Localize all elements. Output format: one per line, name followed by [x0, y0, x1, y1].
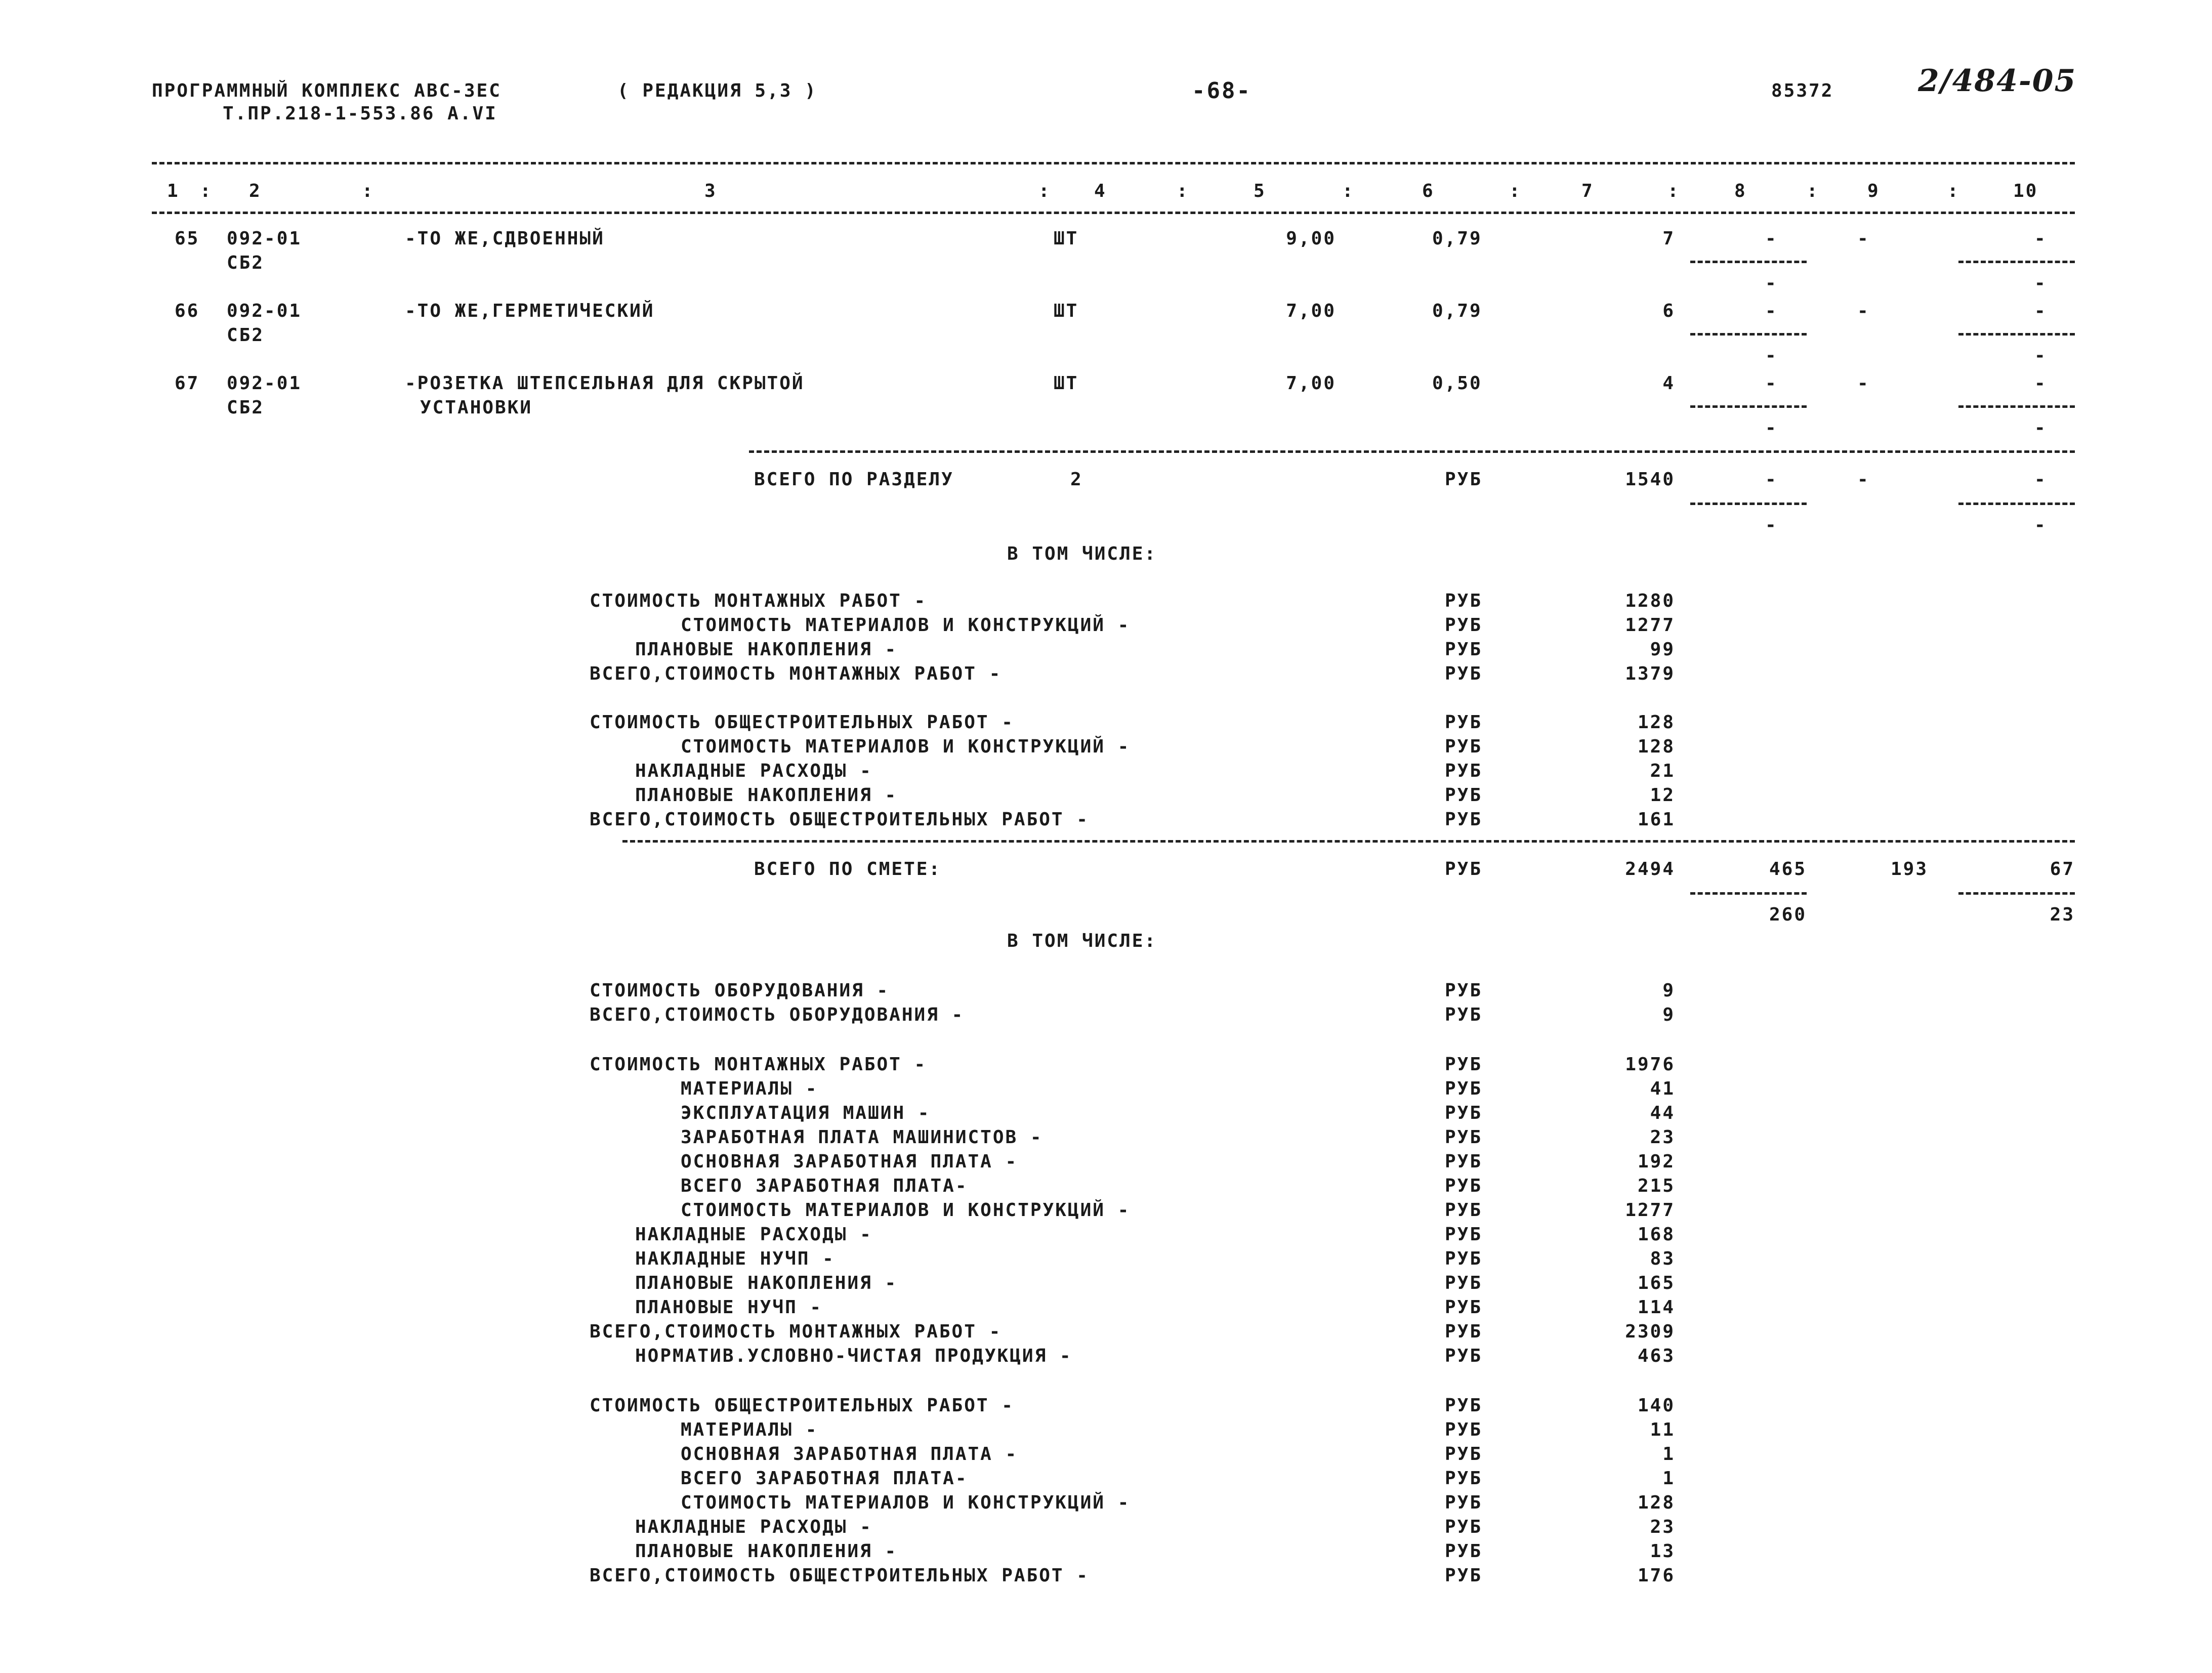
summary-label: ОСНОВНАЯ ЗАРАБОТНАЯ ПЛАТА -	[681, 1151, 1018, 1172]
row-col10: -	[2034, 373, 2047, 394]
row-name: -РОЗЕТКА ШТЕПСЕЛЬНАЯ ДЛЯ СКРЫТОЙ	[405, 373, 805, 394]
row-total: 6	[1662, 301, 1675, 321]
row-unit: ШТ	[1054, 373, 1079, 394]
summary-unit: РУБ	[1445, 1541, 1483, 1562]
including-heading: В ТОМ ЧИСЛЕ:	[1007, 931, 1157, 951]
summary-label: МАТЕРИАЛЫ -	[681, 1078, 818, 1099]
summary-label: НАКЛАДНЫЕ НУЧП -	[635, 1248, 835, 1269]
document-code: 85372	[1771, 80, 1834, 101]
summary-label: СТОИМОСТЬ МАТЕРИАЛОВ И КОНСТРУКЦИЙ -	[681, 736, 1131, 757]
summary-unit: РУБ	[1445, 1224, 1483, 1245]
summary-label: ПЛАНОВЫЕ НАКОПЛЕНИЯ -	[635, 639, 898, 660]
divider	[152, 212, 2075, 214]
summary-value: 2309	[1625, 1321, 1675, 1342]
summary-label: ВСЕГО,СТОИМОСТЬ ОБЩЕСТРОИТЕЛЬНЫХ РАБОТ -	[590, 1565, 1089, 1586]
row-name: -ТО ЖЕ,ГЕРМЕТИЧЕСКИЙ	[405, 301, 655, 321]
summary-label: МАТЕРИАЛЫ -	[681, 1419, 818, 1440]
row-price: 0,50	[1432, 373, 1482, 394]
summary-value: 12	[1650, 785, 1675, 806]
column-header-5: 5	[1254, 181, 1266, 201]
summary-unit: РУБ	[1445, 1517, 1483, 1537]
row-code2: СБ2	[227, 397, 265, 418]
section-total-col8-sub: -	[1765, 515, 1778, 535]
handwritten-number: 2/484-05	[1918, 63, 2077, 99]
summary-label: ПЛАНОВЫЕ НУЧП -	[635, 1297, 823, 1318]
row-col8-sub: -	[1765, 273, 1778, 294]
summary-unit: РУБ	[1445, 1054, 1483, 1075]
summary-label: НОРМАТИВ.УСЛОВНО-ЧИСТАЯ ПРОДУКЦИЯ -	[635, 1346, 1072, 1366]
estimate-total-col8-sub: 260	[1769, 904, 1807, 925]
summary-unit: РУБ	[1445, 1565, 1483, 1586]
summary-unit: РУБ	[1445, 639, 1483, 660]
summary-label: ВСЕГО ЗАРАБОТНАЯ ПЛАТА-	[681, 1468, 968, 1489]
summary-unit: РУБ	[1445, 1492, 1483, 1513]
summary-value: 99	[1650, 639, 1675, 660]
summary-unit: РУБ	[1445, 1395, 1483, 1416]
section-total-label: ВСЕГО ПО РАЗДЕЛУ	[754, 469, 954, 490]
summary-value: 23	[1650, 1517, 1675, 1537]
summary-unit: РУБ	[1445, 712, 1483, 733]
page-number: -68-	[1192, 78, 1251, 104]
summary-value: 161	[1637, 809, 1675, 830]
summary-unit: РУБ	[1445, 1176, 1483, 1196]
summary-label: ЗАРАБОТНАЯ ПЛАТА МАШИНИСТОВ -	[681, 1127, 1043, 1148]
summary-value: 463	[1637, 1346, 1675, 1366]
row-number: 65	[175, 228, 200, 249]
summary-value: 21	[1650, 761, 1675, 781]
summary-unit: РУБ	[1445, 1078, 1483, 1099]
summary-label: ВСЕГО,СТОИМОСТЬ МОНТАЖНЫХ РАБОТ -	[590, 663, 1002, 684]
row-col10-sub: -	[2034, 273, 2047, 294]
summary-value: 1	[1662, 1468, 1675, 1489]
summary-value: 11	[1650, 1419, 1675, 1440]
summary-value: 83	[1650, 1248, 1675, 1269]
row-col8: -	[1765, 228, 1778, 249]
row-code: 092-01	[227, 228, 302, 249]
summary-label: ПЛАНОВЫЕ НАКОПЛЕНИЯ -	[635, 1273, 898, 1293]
summary-value: 192	[1637, 1151, 1675, 1172]
edition-label: ( РЕДАКЦИЯ 5,3 )	[617, 80, 817, 101]
row-price: 0,79	[1432, 228, 1482, 249]
row-code: 092-01	[227, 301, 302, 321]
column-header-3: 3	[704, 181, 717, 201]
row-code2: СБ2	[227, 325, 265, 346]
summary-unit: РУБ	[1445, 1200, 1483, 1221]
summary-value: 1280	[1625, 591, 1675, 611]
summary-unit: РУБ	[1445, 736, 1483, 757]
summary-value: 1	[1662, 1444, 1675, 1465]
row-col10-sub: -	[2034, 417, 2047, 438]
summary-unit: РУБ	[1445, 1297, 1483, 1318]
summary-unit: РУБ	[1445, 809, 1483, 830]
summary-label: ВСЕГО,СТОИМОСТЬ МОНТАЖНЫХ РАБОТ -	[590, 1321, 1002, 1342]
estimate-total-label: ВСЕГО ПО СМЕТЕ:	[754, 859, 942, 880]
column-header-4: 4	[1094, 181, 1107, 201]
section-total-col9: -	[1857, 469, 1870, 490]
estimate-total-col10: 67	[2050, 859, 2075, 880]
row-unit: ШТ	[1054, 301, 1079, 321]
summary-label: СТОИМОСТЬ ОБЩЕСТРОИТЕЛЬНЫХ РАБОТ -	[590, 1395, 1014, 1416]
including-heading: В ТОМ ЧИСЛЕ:	[1007, 543, 1157, 564]
summary-label: СТОИМОСТЬ МАТЕРИАЛОВ И КОНСТРУКЦИЙ -	[681, 615, 1131, 636]
row-total: 7	[1662, 228, 1675, 249]
column-header-2: 2	[249, 181, 262, 201]
summary-label: НАКЛАДНЫЕ РАСХОДЫ -	[635, 1517, 872, 1537]
estimate-total-col10-sub: 23	[2050, 904, 2075, 925]
summary-unit: РУБ	[1445, 1273, 1483, 1293]
row-name-continued: УСТАНОВКИ	[420, 397, 533, 418]
summary-label: НАКЛАДНЫЕ РАСХОДЫ -	[635, 761, 872, 781]
summary-value: 41	[1650, 1078, 1675, 1099]
column-header-6: 6	[1422, 181, 1435, 201]
summary-label: ВСЕГО ЗАРАБОТНАЯ ПЛАТА-	[681, 1176, 968, 1196]
row-col8: -	[1765, 301, 1778, 321]
row-col9: -	[1857, 228, 1870, 249]
section-total-unit: РУБ	[1445, 469, 1483, 490]
summary-unit: РУБ	[1445, 761, 1483, 781]
summary-label: СТОИМОСТЬ ОБЩЕСТРОИТЕЛЬНЫХ РАБОТ -	[590, 712, 1014, 733]
summary-unit: РУБ	[1445, 1103, 1483, 1123]
estimate-total-col8: 465	[1769, 859, 1807, 880]
estimate-total-unit: РУБ	[1445, 859, 1483, 880]
summary-value: 9	[1662, 980, 1675, 1001]
summary-value: 1277	[1625, 1200, 1675, 1221]
row-code2: СБ2	[227, 253, 265, 273]
section-total-col8: -	[1765, 469, 1778, 490]
estimate-total-value: 2494	[1625, 859, 1675, 880]
divider	[622, 840, 2075, 843]
row-quantity: 7,00	[1286, 373, 1336, 394]
summary-value: 215	[1637, 1176, 1675, 1196]
summary-unit: РУБ	[1445, 663, 1483, 684]
summary-unit: РУБ	[1445, 1444, 1483, 1465]
row-col8-sub: -	[1765, 345, 1778, 366]
row-name: -ТО ЖЕ,СДВОЕННЫЙ	[405, 228, 605, 249]
summary-unit: РУБ	[1445, 615, 1483, 636]
summary-label: ВСЕГО,СТОИМОСТЬ ОБОРУДОВАНИЯ -	[590, 1005, 965, 1025]
row-col10: -	[2034, 228, 2047, 249]
row-col8-sub: -	[1765, 417, 1778, 438]
row-col10: -	[2034, 301, 2047, 321]
row-quantity: 7,00	[1286, 301, 1336, 321]
summary-unit: РУБ	[1445, 1321, 1483, 1342]
section-total-value: 1540	[1625, 469, 1675, 490]
column-header-10: 10	[2013, 181, 2038, 201]
row-col9: -	[1857, 301, 1870, 321]
column-header-8: 8	[1734, 181, 1747, 201]
summary-value: 168	[1637, 1224, 1675, 1245]
row-number: 67	[175, 373, 200, 394]
estimate-total-col9: 193	[1890, 859, 1928, 880]
summary-unit: РУБ	[1445, 1468, 1483, 1489]
row-quantity: 9,00	[1286, 228, 1336, 249]
summary-value: 128	[1637, 1492, 1675, 1513]
row-col8: -	[1765, 373, 1778, 394]
summary-unit: РУБ	[1445, 591, 1483, 611]
summary-value: 114	[1637, 1297, 1675, 1318]
summary-value: 44	[1650, 1103, 1675, 1123]
section-total-col10: -	[2034, 469, 2047, 490]
summary-label: ЭКСПЛУАТАЦИЯ МАШИН -	[681, 1103, 931, 1123]
summary-unit: РУБ	[1445, 1248, 1483, 1269]
summary-unit: РУБ	[1445, 1127, 1483, 1148]
summary-value: 165	[1637, 1273, 1675, 1293]
summary-label: ПЛАНОВЫЕ НАКОПЛЕНИЯ -	[635, 785, 898, 806]
summary-label: СТОИМОСТЬ МАТЕРИАЛОВ И КОНСТРУКЦИЙ -	[681, 1200, 1131, 1221]
summary-unit: РУБ	[1445, 1005, 1483, 1025]
summary-label: ВСЕГО,СТОИМОСТЬ ОБЩЕСТРОИТЕЛЬНЫХ РАБОТ -	[590, 809, 1089, 830]
summary-label: НАКЛАДНЫЕ РАСХОДЫ -	[635, 1224, 872, 1245]
column-header-7: 7	[1581, 181, 1594, 201]
summary-value: 176	[1637, 1565, 1675, 1586]
row-code: 092-01	[227, 373, 302, 394]
section-total-number: 2	[1070, 469, 1083, 490]
summary-value: 1277	[1625, 615, 1675, 636]
summary-label: СТОИМОСТЬ МОНТАЖНЫХ РАБОТ -	[590, 1054, 927, 1075]
column-header-9: 9	[1867, 181, 1880, 201]
summary-value: 9	[1662, 1005, 1675, 1025]
row-number: 66	[175, 301, 200, 321]
program-name: ПРОГРАММНЫЙ КОМПЛЕКС АВС-3ЕС	[152, 80, 502, 101]
section-total-col10-sub: -	[2034, 515, 2047, 535]
summary-value: 1379	[1625, 663, 1675, 684]
row-col10-sub: -	[2034, 345, 2047, 366]
summary-value: 1976	[1625, 1054, 1675, 1075]
summary-unit: РУБ	[1445, 980, 1483, 1001]
summary-value: 128	[1637, 712, 1675, 733]
summary-unit: РУБ	[1445, 1419, 1483, 1440]
summary-value: 128	[1637, 736, 1675, 757]
summary-label: СТОИМОСТЬ ОБОРУДОВАНИЯ -	[590, 980, 890, 1001]
summary-value: 23	[1650, 1127, 1675, 1148]
summary-unit: РУБ	[1445, 1346, 1483, 1366]
summary-value: 140	[1637, 1395, 1675, 1416]
row-total: 4	[1662, 373, 1675, 394]
row-unit: ШТ	[1054, 228, 1079, 249]
document-reference: Т.ПР.218-1-553.86 А.VI	[223, 103, 497, 124]
summary-label: СТОИМОСТЬ МОНТАЖНЫХ РАБОТ -	[590, 591, 927, 611]
divider	[749, 450, 2075, 453]
row-price: 0,79	[1432, 301, 1482, 321]
summary-unit: РУБ	[1445, 1151, 1483, 1172]
row-col9: -	[1857, 373, 1870, 394]
column-header-1: 1	[167, 181, 180, 201]
summary-unit: РУБ	[1445, 785, 1483, 806]
summary-label: ПЛАНОВЫЕ НАКОПЛЕНИЯ -	[635, 1541, 898, 1562]
summary-label: ОСНОВНАЯ ЗАРАБОТНАЯ ПЛАТА -	[681, 1444, 1018, 1465]
divider	[152, 162, 2075, 164]
summary-value: 13	[1650, 1541, 1675, 1562]
summary-label: СТОИМОСТЬ МАТЕРИАЛОВ И КОНСТРУКЦИЙ -	[681, 1492, 1131, 1513]
